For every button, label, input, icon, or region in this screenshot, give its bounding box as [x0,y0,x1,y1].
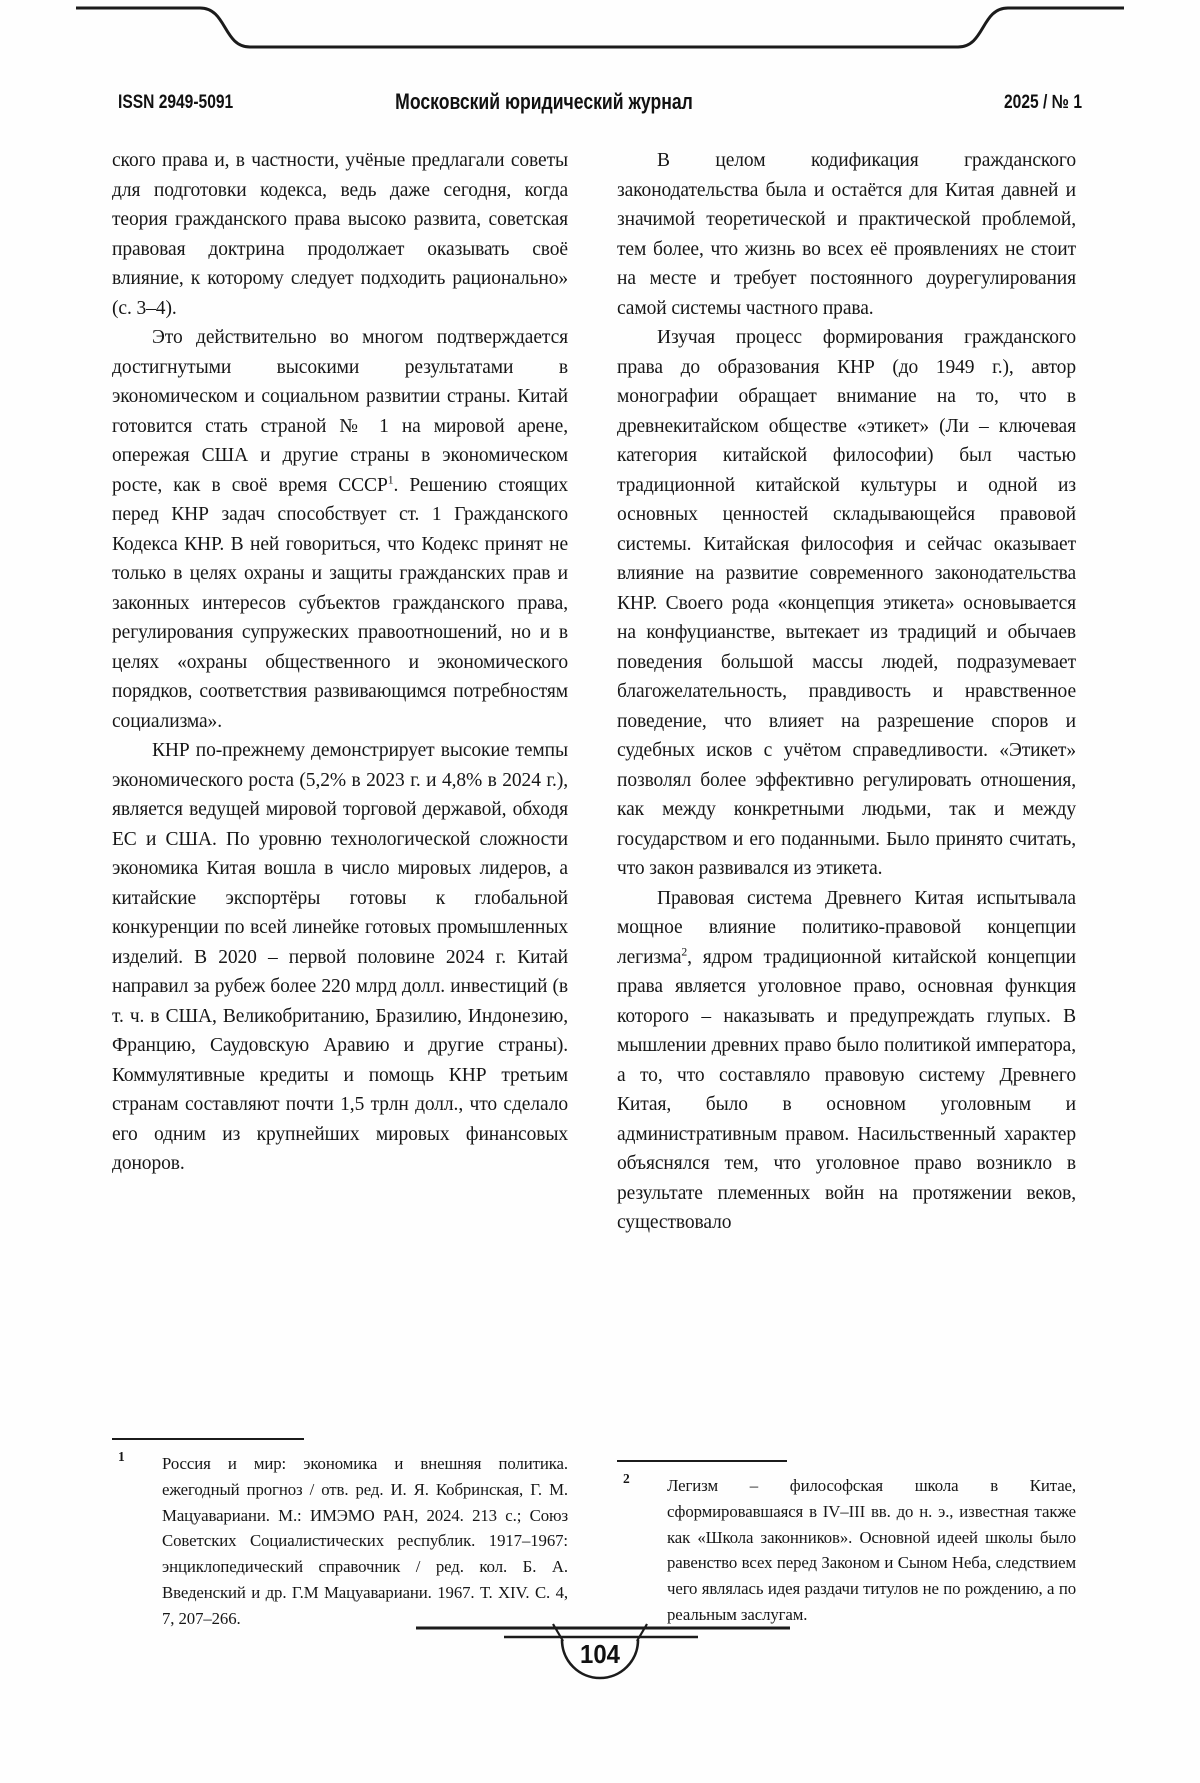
paragraph-right-1: В целом кодификация гражданского законодательства была и остаётся для Китая давней и значимой теоретической и практической проблемой, тем более, что жизнь во всех её проявлениях не стоит на месте и требует постоянного доурегулирования самой системы частного права. [617,150,1076,319]
footnote-text-1: Россия и мир: экономика и внешняя политика. ежегодный прогноз / отв. ред. И. Я. Кобринская, Г. М. Мацуавариани. М.: ИМЭМО РАН, 2024. 213 с.; Союз Советских Социалистических республик. 1917–1967: энциклопедический справочник / ред. кол. Б. А. Введенский и др. Г.М Мацуавариани. 1967. Т. XIV. С. 4, 7, 207–266. [162,1454,568,1628]
footnote-ref-2: 2 [681,945,688,958]
footnote-ref-1: 1 [387,473,394,486]
paragraph-left-1: ского права и, в частности, учёные предлагали советы для подготовки кодекса, ведь даже сегодня, когда теория гражданского права высоко развита, советская правовая доктрина продолжает оказывать своё влияние, к которому следует подходить рационально» (с. 3–4). [112,150,568,319]
paragraph-right-3-text: Правовая система Древнего Китая испытывала мощное влияние политико-правовой концепции легизма [617,887,1076,968]
footnote-1 [112,1451,568,1632]
footnote-block-left [112,1438,568,1632]
paragraph-left-2-text-cont: . Решению стоящих перед КНР задач способствует ст. 1 Гражданского Кодекса КНР. В ней говориться, что Кодекс принят не только в целях охраны и защиты гражданских прав и законных интересов субъектов гражданского права, регулирования супружеских правоотношений, но и в целях «охраны общественного и экономического порядков, соответствия развивающимся потребностям социализма». [112,474,568,732]
footnote-rule-right [617,1460,787,1462]
footnote-text-2: Легизм – философская школа в Китае, сформировавшаяся в IV–III вв. до н. э., известная также как «Школа законников». Основной идеей школы было равенство всех перед Законом и Сыном Неба, следствием чего являлась идея раздачи титулов не по рождению, а по реальным заслугам. [667,1476,1076,1624]
footnote-marker-2: 2 [623,1471,630,1486]
issn-label: ISSN 2949-5091 [118,92,234,113]
left-column [112,146,568,1179]
paragraph-right-2: Изучая процесс формирования гражданского права до образования КНР (до 1949 г.), автор монографии обращает внимание на то, что в древнекитайском обществе «этикет» (Ли – ключевая категория китайской философии) был частью традиционной китайской культуры и одной из основных ценностей складывающейся правовой системы. Китайская философия и сейчас оказывает влияние на развитие современного законодательства КНР. Своего рода «концепция этикета» основывается на конфуцианстве, вытекает из традиций и обычаев поведения большой массы людей, подразумевает благожелательность, правдивость и нравственное поведение, что влияет на разрешение споров и судебных исков с учётом справедливости. «Этикет» позволял более эффективно регулировать отношения, как между конкретными людьми, так и между государством и его поданными. Было принято считать, что закон развивался из этикета. [617,327,1076,879]
paragraph-left-3: КНР по-прежнему демонстрирует высокие темпы экономического роста (5,2% в 2023 г. и 4,8% в 2024 г.), является ведущей мировой торговой державой, обходя ЕС и США. По уровню технологической сложности экономика Китая вошла в число мировых лидеров, а китайские экспортёры готовы к глобальной конкуренции по всей линейке готовых промышленных изделий. В 2020 – первой половине 2024 г. Китай направил за рубеж более 220 млрд долл. инвестиций (в т. ч. в США, Великобританию, Бразилию, Индонезию, Францию, Саудовскую Аравию и другие страны). Коммулятивные кредиты и помощь КНР третьим странам составляют почти 1,5 трлн долл., что сделало его одним из крупнейших мировых финансовых доноров. [112,740,568,1174]
right-column [617,146,1076,1238]
paragraph-right-3-text-cont: , ядром традиционной китайской концепции права является уголовное право, основная функция которого – наказывать и предупреждать глупых. В мышлении древних право было политикой императора, а то, что составляло правовую систему Древнего Китая, было в основном уголовным и административным правом. Насильственный характер объяснялся тем, что уголовное право возникло в результате племенных войн на протяжении веков, существовало [617,946,1076,1233]
footnote-marker-1: 1 [118,1449,125,1464]
footnote-2 [617,1473,1076,1628]
paragraph-right-3 [617,884,1076,1238]
journal-title: Московский юридический журнал [395,89,693,114]
header-rule [0,0,1200,55]
paragraph-left-2 [112,323,568,736]
footnote-rule-left [112,1438,304,1440]
paragraph-left-2-text: Это действительно во многом подтверждается достигнутыми высокими результатами в экономическом и социальном развитии страны. Китай готовится стать страной № 1 на мировой арене, опережая США и другие страны в экономическом росте, как в своё время СССР [112,327,568,496]
page-number: 104 [580,1639,620,1669]
footnote-block-right [617,1460,1076,1628]
issue-label: 2025 / № 1 [1004,92,1083,113]
